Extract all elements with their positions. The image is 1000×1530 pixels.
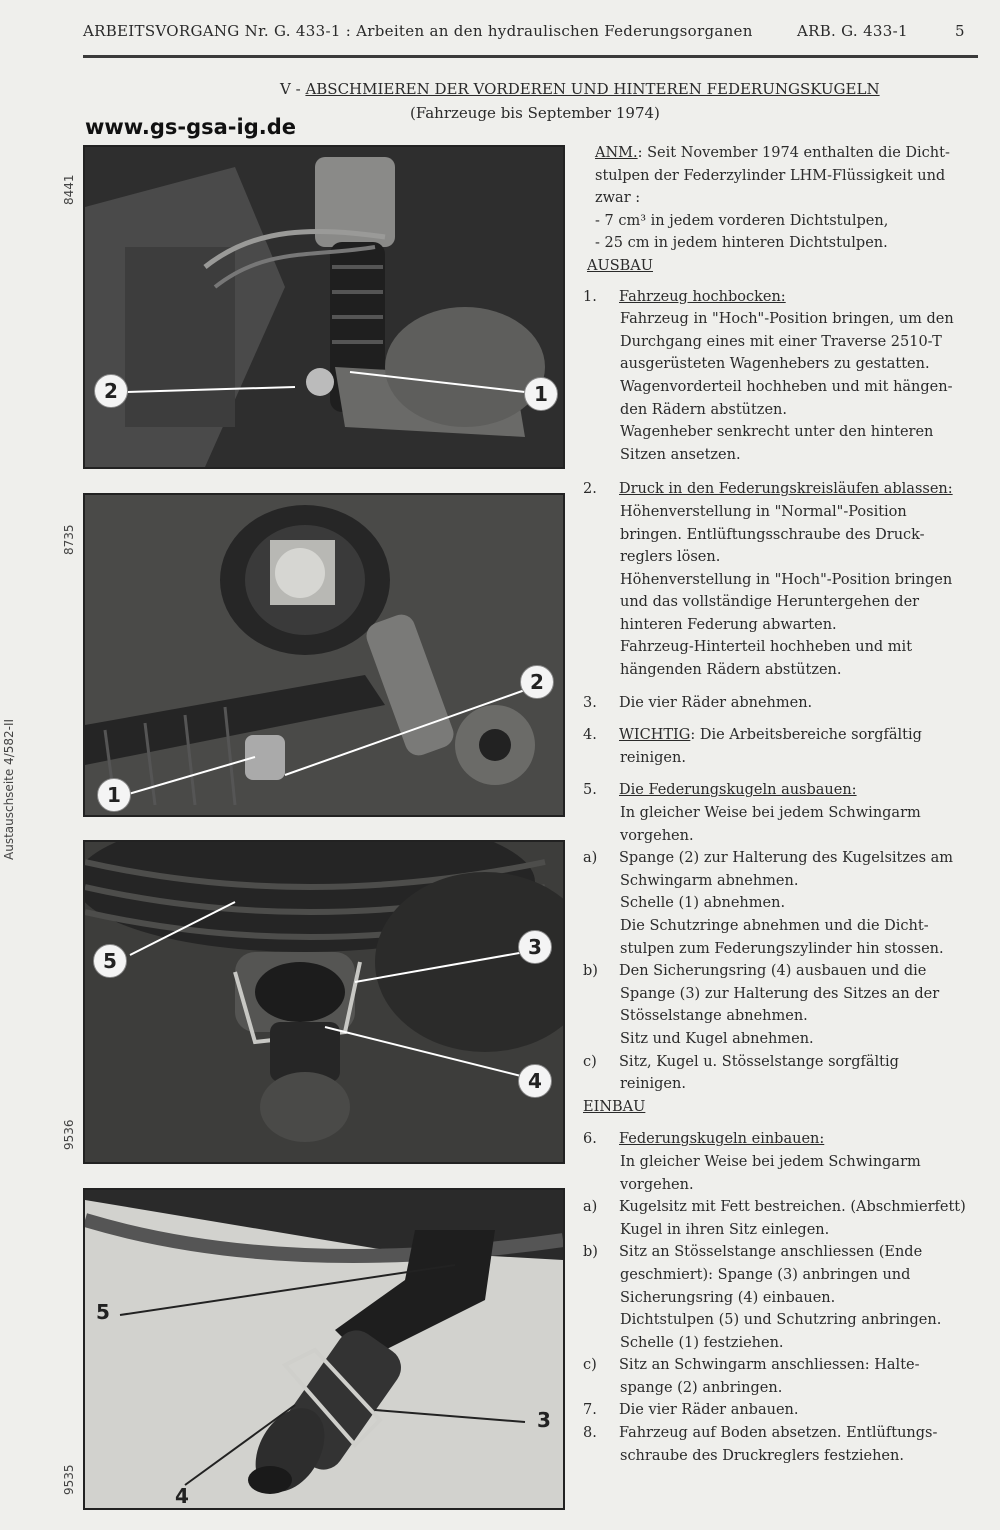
step-line: Spange (3) zur Halterung des Sitzes an der — [620, 985, 940, 1002]
callout-1: 1 — [97, 778, 131, 812]
callout-3: 3 — [537, 1408, 551, 1432]
substep-label: c) — [583, 1357, 597, 1374]
step-number: 4. — [583, 727, 597, 744]
photo-sphere-assembly — [83, 1188, 565, 1510]
step-number: 1. — [583, 288, 597, 305]
header-title: ARBEITSVORGANG Nr. G. 433-1 : Arbeiten an den hydraulischen Federungsorganen — [83, 22, 753, 40]
note-label: ANM. — [595, 145, 638, 161]
step-line: Wagenheber senkrecht unter den hinteren — [620, 424, 934, 441]
step-1-body — [583, 308, 988, 466]
step-line: hängenden Rädern abstützen. — [620, 662, 842, 679]
step-line: Höhenverstellung in "Hoch"-Position bringen — [620, 571, 953, 588]
step-line: Fahrzeug in "Hoch"-Position bringen, um den — [620, 311, 954, 328]
callout-4: 4 — [518, 1064, 552, 1098]
step-line: geschmiert): Spange (3) anbringen und — [620, 1266, 911, 1283]
step-line: hinteren Federung abwarten. — [620, 616, 837, 633]
step-text: Die vier Räder anbauen. — [619, 1402, 799, 1419]
step-line: Schelle (1) festziehen. — [620, 1334, 784, 1351]
substep-label: b) — [583, 963, 598, 980]
step-line: reinigen. — [620, 1076, 686, 1093]
step-number: 6. — [583, 1131, 597, 1148]
step-line: Sitzen ansetzen. — [620, 446, 741, 463]
step-line: Höhenverstellung in "Normal"-Position — [620, 503, 907, 520]
step-line: Wagenvorderteil hochheben und mit hängen- — [620, 378, 953, 395]
header-rule — [83, 55, 978, 58]
step-text: Die vier Räder abnehmen. — [619, 694, 813, 711]
step-line: Sitz an Schwingarm anschliessen: Halte- — [619, 1357, 920, 1374]
step-line: ausgerüsteten Wagenhebers zu gestatten. — [620, 356, 930, 373]
step-line: reglers lösen. — [620, 549, 721, 566]
note-line: - 7 cm³ in jedem vorderen Dichtstulpen, — [595, 212, 889, 229]
step-line: Spange (2) zur Halterung des Kugelsitzes am — [619, 850, 954, 867]
step-line: In gleicher Weise bei jedem Schwingarm — [620, 805, 921, 822]
substep-label: b) — [583, 1244, 598, 1261]
step-text: : Die Arbeitsbereiche sorgfältig — [690, 727, 922, 744]
callout-5: 5 — [96, 1300, 110, 1324]
step-line: Sitz, Kugel u. Stösselstange sorgfältig — [619, 1053, 899, 1070]
step-line: Schelle (1) abnehmen. — [620, 895, 786, 912]
step-line: Kugelsitz mit Fett bestreichen. (Abschmierfett) — [619, 1199, 966, 1216]
step-line: Sitz an Stösselstange anschliessen (Ende — [619, 1244, 923, 1261]
photo-front-suspension — [83, 145, 565, 469]
callout-4: 4 — [175, 1484, 189, 1508]
section-prefix: V - — [280, 80, 306, 98]
substep-label: a) — [583, 850, 598, 867]
side-note: Austauschseite 4/582-II — [2, 718, 16, 860]
step-line: Dichtstulpen (5) und Schutzring anbringen. — [620, 1312, 942, 1329]
figure-ref-3: 9536 — [62, 1119, 76, 1150]
step-line: Sicherungsring (4) einbauen. — [620, 1289, 836, 1306]
section-subtitle: (Fahrzeuge bis September 1974) — [410, 104, 660, 122]
step-line: und das vollständige Heruntergehen der — [620, 594, 920, 611]
figure-ref-2: 8735 — [62, 524, 76, 555]
step-2-body — [583, 501, 988, 682]
step-line: In gleicher Weise bei jedem Schwingarm — [620, 1153, 921, 1170]
einbau-heading: EINBAU — [583, 1098, 646, 1115]
callout-2: 2 — [94, 374, 128, 408]
section-title-text: ABSCHMIEREN DER VORDEREN UND HINTEREN FEDERUNGSKUGELN — [305, 80, 880, 98]
step-title: Fahrzeug hochbocken: — [619, 288, 786, 305]
callout-1: 1 — [524, 377, 558, 411]
step-line: reinigen. — [620, 749, 686, 766]
note-line: stulpen der Federzylinder LHM-Flüssigkeit und — [595, 167, 946, 184]
note-line: - 25 cm in jedem hinteren Dichtstulpen. — [595, 235, 888, 252]
step-number: 8. — [583, 1425, 597, 1442]
step-line: Sitz und Kugel abnehmen. — [620, 1030, 814, 1047]
photo-rear-suspension — [83, 493, 565, 817]
step-line: Kugel in ihren Sitz einlegen. — [620, 1221, 830, 1238]
figure-ref-4: 9535 — [62, 1464, 76, 1495]
header-ref: ARB. G. 433-1 — [797, 22, 908, 40]
step-line: Fahrzeug auf Boden absetzen. Entlüftungs- — [619, 1425, 938, 1442]
step-line: Stösselstange abnehmen. — [620, 1008, 808, 1025]
step-line: Fahrzeug-Hinterteil hochheben und mit — [620, 639, 913, 656]
section-title — [280, 80, 880, 98]
figure-ref-1: 8441 — [62, 174, 76, 205]
step-title: Die Federungskugeln ausbauen: — [619, 782, 857, 799]
warning-label: WICHTIG — [619, 727, 691, 744]
note-line: zwar : — [595, 190, 641, 207]
step-line: Durchgang eines mit einer Traverse 2510-T — [620, 333, 942, 350]
page-number: 5 — [955, 22, 965, 40]
step-number: 2. — [583, 481, 597, 498]
text-column — [583, 142, 988, 1467]
step-line: Die Schutzringe abnehmen und die Dicht- — [620, 918, 929, 934]
step-line: den Rädern abstützen. — [620, 401, 787, 418]
step-line: vorgehen. — [620, 1176, 694, 1193]
substep-label: a) — [583, 1199, 598, 1216]
step-line: spange (2) anbringen. — [620, 1379, 783, 1396]
callout-3: 3 — [518, 930, 552, 964]
step-title: Druck in den Federungskreisläufen ablassen: — [619, 481, 953, 498]
step-line: stulpen zum Federungszylinder hin stossen. — [620, 940, 944, 957]
step-line: schraube des Druckreglers festziehen. — [620, 1447, 904, 1464]
step-line: vorgehen. — [620, 827, 694, 844]
ausbau-heading: AUSBAU — [587, 257, 653, 274]
step-number: 5. — [583, 782, 597, 799]
watermark-link[interactable]: www.gs-gsa-ig.de — [85, 115, 296, 139]
callout-2: 2 — [520, 665, 554, 699]
photo-sphere-closeup — [83, 840, 565, 1164]
step-line: Den Sicherungsring (4) ausbauen und die — [619, 963, 927, 980]
step-number: 3. — [583, 694, 597, 711]
step-title: Federungskugeln einbauen: — [619, 1131, 825, 1148]
substep-label: c) — [583, 1053, 597, 1070]
step-line: Schwingarm abnehmen. — [620, 872, 799, 889]
callout-5: 5 — [93, 944, 127, 978]
step-line: bringen. Entlüftungsschraube des Druck- — [620, 526, 925, 543]
step-number: 7. — [583, 1402, 597, 1419]
note-line: : Seit November 1974 enthalten die Dicht- — [637, 145, 950, 161]
